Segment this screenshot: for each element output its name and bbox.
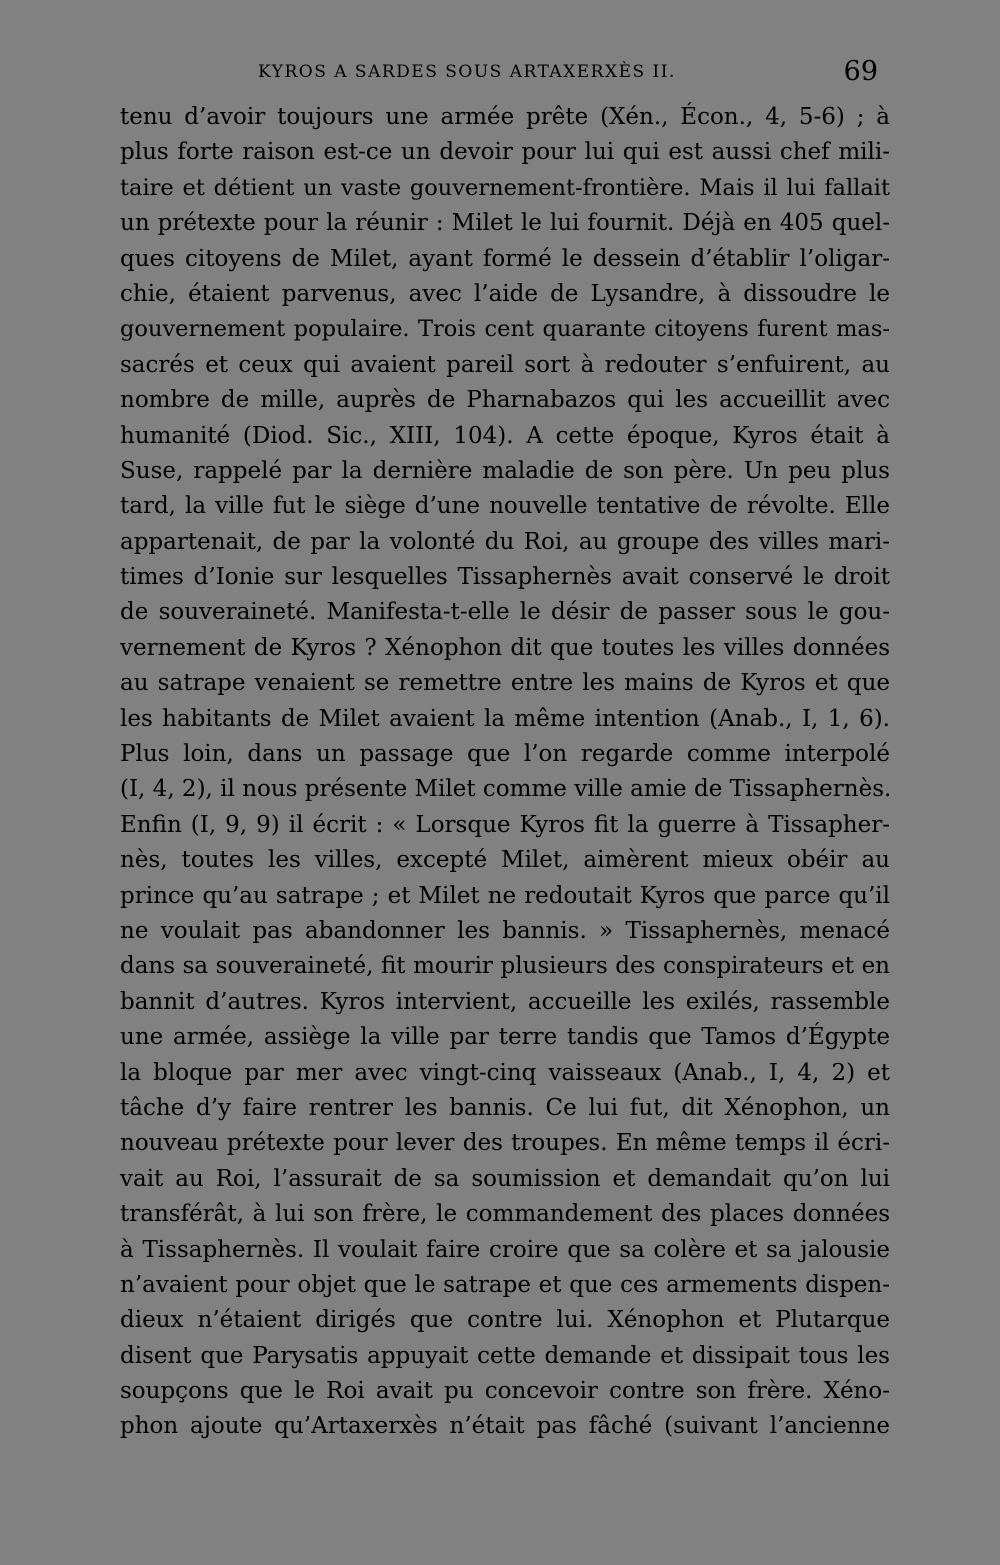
text-line: nès, toutes les villes, excepté Milet, aimèrent mieux obéir au — [120, 847, 890, 874]
text-line: bannit d’autres. Kyros intervient, accueille les exilés, rassemble — [120, 988, 890, 1015]
text-line: dans sa souveraineté, fit mourir plusieurs des conspirateurs et en — [120, 953, 890, 980]
text-line: nombre de mille, auprès de Pharnabazos qui les accueillit avec — [120, 387, 890, 414]
text-line: taire et détient un vaste gouvernement-frontière. Mais il lui fallait — [120, 174, 890, 201]
text-line: une armée, assiège la ville par terre tandis que Tamos d’Égypte — [120, 1024, 890, 1051]
text-line: au satrape venaient se remettre entre les mains de Kyros et que — [120, 670, 890, 697]
text-line: tard, la ville fut le siège d’une nouvelle tentative de révolte. Elle — [120, 493, 890, 520]
text-line: Suse, rappelé par la dernière maladie de son père. Un peu plus — [120, 457, 890, 484]
running-head — [120, 58, 890, 94]
text-line: chie, étaient parvenus, avec l’aide de Lysandre, à dissoudre le — [120, 280, 890, 307]
text-line: ne voulait pas abandonner les bannis. » Tissaphernès, menacé — [120, 917, 890, 944]
text-line: à Tissaphernès. Il voulait faire croire que sa colère et sa jalousie — [120, 1236, 890, 1263]
text-line: gouvernement populaire. Trois cent quarante citoyens furent mas- — [120, 316, 890, 343]
running-title: KYROS A SARDES SOUS ARTAXERXÈS II. — [258, 62, 676, 82]
text-line: transférât, à lui son frère, le commandement des places données — [120, 1201, 890, 1228]
page-number: 69 — [843, 56, 878, 87]
text-line: Enfin (I, 9, 9) il écrit : « Lorsque Kyros fit la guerre à Tissapher- — [120, 811, 890, 838]
text-line: vernement de Kyros ? Xénophon dit que toutes les villes données — [120, 634, 890, 661]
text-line: les habitants de Milet avaient la même intention (Anab., I, 1, 6). — [120, 705, 890, 732]
text-line: n’avaient pour objet que le satrape et que ces armements dispen- — [120, 1271, 890, 1298]
text-line: prince qu’au satrape ; et Milet ne redoutait Kyros que parce qu’il — [120, 882, 890, 909]
text-line: (I, 4, 2), il nous présente Milet comme ville amie de Tissaphernès. — [120, 776, 892, 803]
text-line: tenu d’avoir toujours une armée prête (Xén., Écon., 4, 5-6) ; à — [120, 104, 890, 130]
text-line: nouveau prétexte pour lever des troupes. En même temps il écri- — [120, 1130, 890, 1157]
text-line: soupçons que le Roi avait pu concevoir contre son frère. Xéno- — [120, 1378, 890, 1405]
text-line: times d’Ionie sur lesquelles Tissaphernès avait conservé le droit — [120, 564, 890, 591]
text-line: vait au Roi, l’assurait de sa soumission et demandait qu’on lui — [120, 1165, 890, 1192]
text-line: dieux n’étaient dirigés que contre lui. Xénophon et Plutarque — [120, 1307, 890, 1334]
text-line: phon ajoute qu’Artaxerxès n’était pas fâché (suivant l’ancienne — [120, 1413, 890, 1440]
text-line: plus forte raison est-ce un devoir pour lui qui est aussi chef mili- — [120, 139, 890, 166]
text-line: disent que Parysatis appuyait cette demande et dissipait tous les — [120, 1342, 890, 1369]
text-line: appartenait, de par la volonté du Roi, au groupe des villes mari- — [120, 528, 890, 555]
text-line: la bloque par mer avec vingt-cinq vaisseaux (Anab., I, 4, 2) et — [120, 1059, 890, 1086]
text-line: sacrés et ceux qui avaient pareil sort à redouter s’enfuirent, au — [120, 351, 890, 378]
text-line: un prétexte pour la réunir : Milet le lui fournit. Déjà en 405 quel- — [120, 210, 890, 237]
text-line: de souveraineté. Manifesta-t-elle le désir de passer sous le gou- — [120, 599, 890, 626]
text-line: humanité (Diod. Sic., XIII, 104). A cette époque, Kyros était à — [120, 422, 890, 449]
body-text — [120, 100, 890, 1445]
text-line: ques citoyens de Milet, ayant formé le dessein d’établir l’oligar- — [120, 245, 890, 272]
text-line: tâche d’y faire rentrer les bannis. Ce lui fut, dit Xénophon, un — [120, 1094, 890, 1121]
text-line: Plus loin, dans un passage que l’on regarde comme interpolé — [120, 741, 890, 768]
